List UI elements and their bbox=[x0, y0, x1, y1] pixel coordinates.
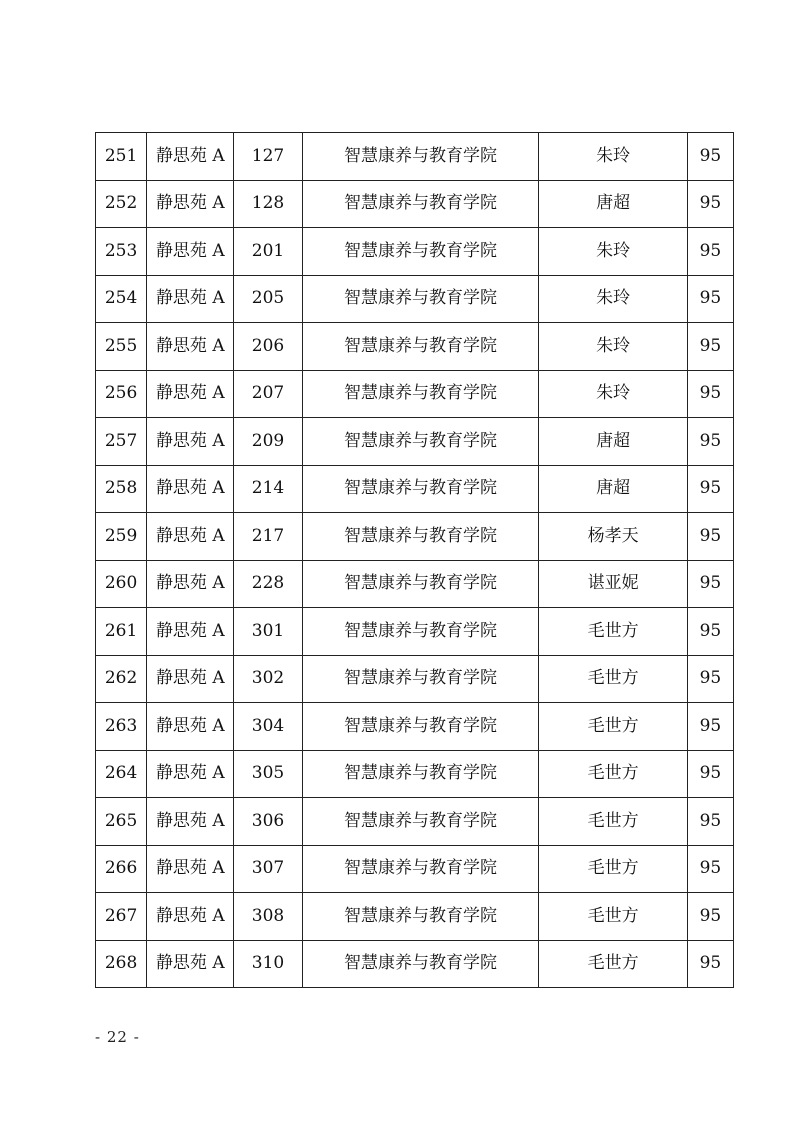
table-row bbox=[96, 845, 734, 893]
building-cell: 静思苑 A bbox=[147, 655, 234, 703]
room-number-cell: 228 bbox=[234, 560, 302, 608]
score-cell: 95 bbox=[687, 370, 733, 418]
row-number-cell: 267 bbox=[96, 893, 147, 941]
table-row bbox=[96, 180, 734, 228]
table-row bbox=[96, 275, 734, 323]
row-number-cell: 261 bbox=[96, 608, 147, 656]
building-cell: 静思苑 A bbox=[147, 323, 234, 371]
inspector-name-cell: 朱玲 bbox=[539, 133, 687, 181]
room-number-cell: 201 bbox=[234, 228, 302, 276]
building-cell: 静思苑 A bbox=[147, 180, 234, 228]
table-row bbox=[96, 465, 734, 513]
table-row bbox=[96, 750, 734, 798]
room-number-cell: 207 bbox=[234, 370, 302, 418]
score-cell: 95 bbox=[687, 323, 733, 371]
score-cell: 95 bbox=[687, 513, 733, 561]
row-number-cell: 255 bbox=[96, 323, 147, 371]
score-cell: 95 bbox=[687, 418, 733, 466]
row-number-cell: 252 bbox=[96, 180, 147, 228]
table-row bbox=[96, 608, 734, 656]
table-row bbox=[96, 940, 734, 988]
college-cell: 智慧康养与教育学院 bbox=[302, 418, 539, 466]
room-number-cell: 302 bbox=[234, 655, 302, 703]
building-cell: 静思苑 A bbox=[147, 513, 234, 561]
college-cell: 智慧康养与教育学院 bbox=[302, 465, 539, 513]
row-number-cell: 256 bbox=[96, 370, 147, 418]
inspector-name-cell: 朱玲 bbox=[539, 275, 687, 323]
table-row bbox=[96, 323, 734, 371]
room-number-cell: 308 bbox=[234, 893, 302, 941]
inspector-name-cell: 唐超 bbox=[539, 180, 687, 228]
row-number-cell: 265 bbox=[96, 798, 147, 846]
college-cell: 智慧康养与教育学院 bbox=[302, 940, 539, 988]
row-number-cell: 253 bbox=[96, 228, 147, 276]
row-number-cell: 264 bbox=[96, 750, 147, 798]
inspector-name-cell: 毛世方 bbox=[539, 750, 687, 798]
score-cell: 95 bbox=[687, 560, 733, 608]
table-row bbox=[96, 893, 734, 941]
inspector-name-cell: 唐超 bbox=[539, 465, 687, 513]
inspector-name-cell: 毛世方 bbox=[539, 655, 687, 703]
row-number-cell: 254 bbox=[96, 275, 147, 323]
score-cell: 95 bbox=[687, 798, 733, 846]
room-number-cell: 214 bbox=[234, 465, 302, 513]
room-number-cell: 205 bbox=[234, 275, 302, 323]
room-number-cell: 217 bbox=[234, 513, 302, 561]
inspector-name-cell: 谌亚妮 bbox=[539, 560, 687, 608]
score-cell: 95 bbox=[687, 845, 733, 893]
row-number-cell: 262 bbox=[96, 655, 147, 703]
table-row bbox=[96, 703, 734, 751]
row-number-cell: 260 bbox=[96, 560, 147, 608]
college-cell: 智慧康养与教育学院 bbox=[302, 228, 539, 276]
score-cell: 95 bbox=[687, 608, 733, 656]
building-cell: 静思苑 A bbox=[147, 893, 234, 941]
room-number-cell: 305 bbox=[234, 750, 302, 798]
room-number-cell: 206 bbox=[234, 323, 302, 371]
college-cell: 智慧康养与教育学院 bbox=[302, 703, 539, 751]
room-number-cell: 307 bbox=[234, 845, 302, 893]
room-number-cell: 310 bbox=[234, 940, 302, 988]
building-cell: 静思苑 A bbox=[147, 940, 234, 988]
building-cell: 静思苑 A bbox=[147, 703, 234, 751]
building-cell: 静思苑 A bbox=[147, 275, 234, 323]
row-number-cell: 259 bbox=[96, 513, 147, 561]
table-row bbox=[96, 560, 734, 608]
table-row bbox=[96, 798, 734, 846]
score-cell: 95 bbox=[687, 228, 733, 276]
row-number-cell: 268 bbox=[96, 940, 147, 988]
college-cell: 智慧康养与教育学院 bbox=[302, 750, 539, 798]
table-body bbox=[96, 133, 734, 988]
college-cell: 智慧康养与教育学院 bbox=[302, 275, 539, 323]
college-cell: 智慧康养与教育学院 bbox=[302, 323, 539, 371]
inspector-name-cell: 毛世方 bbox=[539, 893, 687, 941]
college-cell: 智慧康养与教育学院 bbox=[302, 893, 539, 941]
inspector-name-cell: 毛世方 bbox=[539, 703, 687, 751]
room-number-cell: 127 bbox=[234, 133, 302, 181]
building-cell: 静思苑 A bbox=[147, 228, 234, 276]
row-number-cell: 258 bbox=[96, 465, 147, 513]
inspector-name-cell: 朱玲 bbox=[539, 323, 687, 371]
room-number-cell: 301 bbox=[234, 608, 302, 656]
inspector-name-cell: 毛世方 bbox=[539, 940, 687, 988]
college-cell: 智慧康养与教育学院 bbox=[302, 370, 539, 418]
inspector-name-cell: 唐超 bbox=[539, 418, 687, 466]
score-cell: 95 bbox=[687, 180, 733, 228]
score-cell: 95 bbox=[687, 465, 733, 513]
college-cell: 智慧康养与教育学院 bbox=[302, 180, 539, 228]
inspector-name-cell: 毛世方 bbox=[539, 608, 687, 656]
table-row bbox=[96, 133, 734, 181]
table-row bbox=[96, 370, 734, 418]
college-cell: 智慧康养与教育学院 bbox=[302, 513, 539, 561]
room-number-cell: 128 bbox=[234, 180, 302, 228]
room-number-cell: 306 bbox=[234, 798, 302, 846]
inspector-name-cell: 朱玲 bbox=[539, 228, 687, 276]
building-cell: 静思苑 A bbox=[147, 370, 234, 418]
inspector-name-cell: 毛世方 bbox=[539, 845, 687, 893]
building-cell: 静思苑 A bbox=[147, 845, 234, 893]
inspector-name-cell: 杨孝天 bbox=[539, 513, 687, 561]
page-number: - 22 - bbox=[95, 1028, 140, 1046]
building-cell: 静思苑 A bbox=[147, 798, 234, 846]
dormitory-score-table bbox=[95, 132, 734, 988]
table-row bbox=[96, 513, 734, 561]
row-number-cell: 257 bbox=[96, 418, 147, 466]
building-cell: 静思苑 A bbox=[147, 560, 234, 608]
row-number-cell: 263 bbox=[96, 703, 147, 751]
building-cell: 静思苑 A bbox=[147, 465, 234, 513]
college-cell: 智慧康养与教育学院 bbox=[302, 608, 539, 656]
table-row bbox=[96, 655, 734, 703]
score-cell: 95 bbox=[687, 703, 733, 751]
score-cell: 95 bbox=[687, 275, 733, 323]
table-row bbox=[96, 418, 734, 466]
score-cell: 95 bbox=[687, 655, 733, 703]
room-number-cell: 209 bbox=[234, 418, 302, 466]
room-number-cell: 304 bbox=[234, 703, 302, 751]
score-cell: 95 bbox=[687, 750, 733, 798]
college-cell: 智慧康养与教育学院 bbox=[302, 655, 539, 703]
score-cell: 95 bbox=[687, 133, 733, 181]
building-cell: 静思苑 A bbox=[147, 418, 234, 466]
college-cell: 智慧康养与教育学院 bbox=[302, 798, 539, 846]
inspector-name-cell: 朱玲 bbox=[539, 370, 687, 418]
score-cell: 95 bbox=[687, 893, 733, 941]
inspector-name-cell: 毛世方 bbox=[539, 798, 687, 846]
college-cell: 智慧康养与教育学院 bbox=[302, 560, 539, 608]
score-cell: 95 bbox=[687, 940, 733, 988]
row-number-cell: 251 bbox=[96, 133, 147, 181]
college-cell: 智慧康养与教育学院 bbox=[302, 133, 539, 181]
building-cell: 静思苑 A bbox=[147, 608, 234, 656]
building-cell: 静思苑 A bbox=[147, 750, 234, 798]
building-cell: 静思苑 A bbox=[147, 133, 234, 181]
table-row bbox=[96, 228, 734, 276]
row-number-cell: 266 bbox=[96, 845, 147, 893]
college-cell: 智慧康养与教育学院 bbox=[302, 845, 539, 893]
